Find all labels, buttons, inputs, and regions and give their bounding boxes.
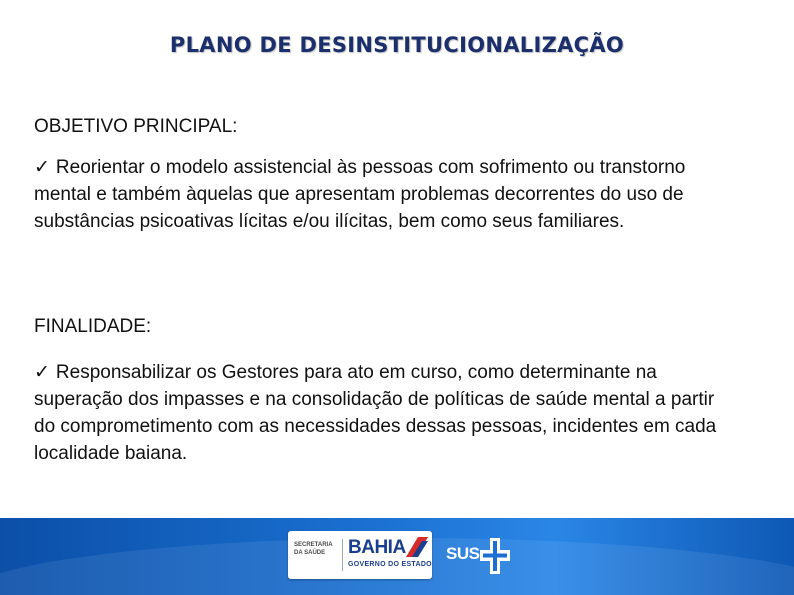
checkmark-icon: ✓ bbox=[34, 157, 50, 178]
objective-paragraph bbox=[34, 154, 734, 235]
logo-divider bbox=[342, 539, 343, 571]
governo-label: GOVERNO DO ESTADO bbox=[348, 561, 432, 568]
checkmark-icon: ✓ bbox=[34, 362, 50, 383]
finalidade-heading: FINALIDADE: bbox=[34, 316, 152, 337]
finalidade-paragraph bbox=[34, 359, 724, 467]
finalidade-text: Responsabilizar os Gestores para ato em curso, como determinante na superação dos impasses e na consolidação de políticas de saúde mental a partir do comprometimento com as necessidades dessas pessoas, incidentes em cada localidade baiana. bbox=[34, 362, 717, 464]
secretaria-label: SECRETARIA DA SAÚDE bbox=[294, 542, 333, 556]
bahia-flag-icon bbox=[406, 537, 428, 557]
bahia-wordmark: BAHIA bbox=[348, 537, 406, 558]
objective-heading: OBJETIVO PRINCIPAL: bbox=[34, 116, 238, 137]
objective-text: Reorientar o modelo assistencial às pessoas com sofrimento ou transtorno mental e também àquelas que apresentam problemas decorrentes do uso de substâncias psicoativas lícitas e/ou ilícitas, bem como seus familiares. bbox=[34, 157, 686, 232]
footer-banner bbox=[0, 518, 794, 595]
sus-wordmark: SUS bbox=[446, 544, 480, 563]
sus-cross-icon bbox=[480, 536, 510, 576]
slide-title: PLANO DE DESINSTITUCIONALIZAÇÃO bbox=[169, 33, 625, 57]
bahia-government-logo bbox=[288, 531, 432, 579]
